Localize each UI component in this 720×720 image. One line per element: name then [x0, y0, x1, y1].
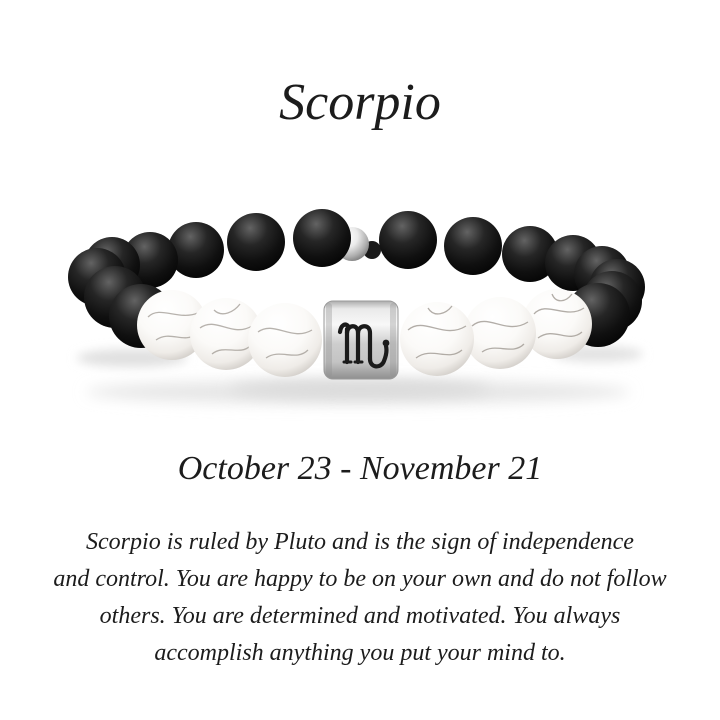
- zodiac-description: [0, 524, 720, 672]
- description-line: accomplish anything you put your mind to.: [154, 640, 566, 666]
- bead: [379, 211, 437, 269]
- scorpio-charm: [324, 301, 398, 379]
- bead: [227, 213, 285, 271]
- bead: [400, 302, 474, 376]
- date-range: October 23 - November 21: [177, 450, 543, 487]
- description-line: Scorpio is ruled by Pluto and is the sign of independence: [86, 529, 634, 555]
- bracelet-image: [0, 170, 720, 450]
- description-line: and control. You are happy to be on your own and do not follow: [53, 566, 667, 592]
- bead: [293, 209, 351, 267]
- bead: [464, 297, 536, 369]
- page-title: Scorpio: [279, 74, 441, 131]
- bracelet-photo: [0, 170, 720, 450]
- bead: [444, 217, 502, 275]
- description-line: others. You are determined and motivated. You always: [99, 603, 621, 629]
- bead: [168, 222, 224, 278]
- bead: [248, 303, 322, 377]
